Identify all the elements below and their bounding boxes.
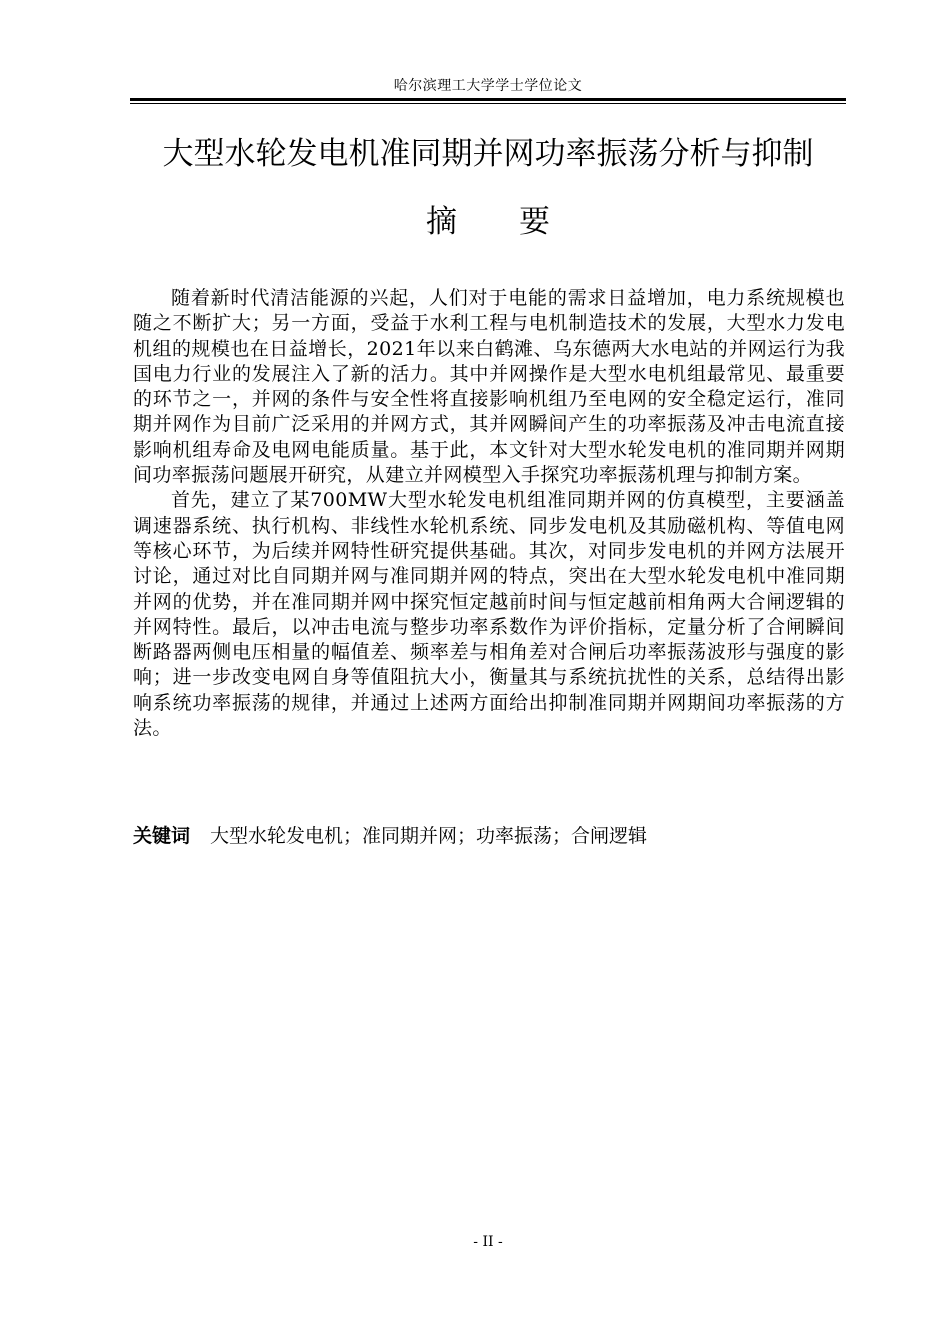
abstract-body	[133, 286, 845, 741]
abstract-heading	[130, 200, 846, 244]
abstract-heading-char-2: 要	[519, 204, 550, 240]
header-rule-thin	[130, 103, 846, 104]
header-rule-thick	[130, 98, 846, 101]
abstract-paragraph-2: 首先，建立了某700MW大型水轮发电机组准同期并网的仿真模型，主要涵盖调速器系统、执行机构、非线性水轮机系统、同步发电机及其励磁机构、等值电网等核心环节，为后续并网特性研究提供基础。其次，对同步发电机的并网方法展开讨论，通过对比自同期并网与准同期并网的特点，突出在大型水轮发电机中准同期并网的优势，并在准同期并网中探究恒定越前时间与恒定越前相角两大合闸逻辑的并网特性。最后，以冲击电流与整步功率系数作为评价指标，定量分析了合闸瞬间断路器两侧电压相量的幅值差、频率差与相角差对合闸后功率振荡波形与强度的影响；进一步改变电网自身等值阻抗大小，衡量其与系统抗扰性的关系，总结得出影响系统功率振荡的规律，并通过上述两方面给出抑制准同期并网期间功率振荡的方法。	[133, 489, 845, 740]
thesis-title: 大型水轮发电机准同期并网功率振荡分析与抑制	[162, 136, 814, 172]
keywords-text: 大型水轮发电机；准同期并网；功率振荡；合闸逻辑	[210, 825, 648, 847]
running-header: 哈尔滨理工大学学士学位论文	[393, 78, 583, 94]
keywords-line	[133, 823, 845, 849]
abstract-heading-char-1: 摘	[426, 204, 457, 240]
keywords-label: 关键词	[133, 825, 191, 847]
page-number: - II -	[473, 1234, 503, 1250]
abstract-paragraph-1: 随着新时代清洁能源的兴起，人们对于电能的需求日益增加，电力系统规模也随之不断扩大；另一方面，受益于水利工程与电机制造技术的发展，大型水力发电机组的规模也在日益增长，2021年以来白鹤滩、乌东德两大水电站的并网运行为我国电力行业的发展注入了新的活力。其中并网操作是大型水电机组最常见、最重要的环节之一，并网的条件与安全性将直接影响机组乃至电网的安全稳定运行，准同期并网作为目前广泛采用的并网方式，其并网瞬间产生的功率振荡及冲击电流直接影响机组寿命及电网电能质量。基于此，本文针对大型水轮发电机的准同期并网期间功率振荡问题展开研究，从建立并网模型入手探究功率振荡机理与抑制方案。	[133, 287, 845, 487]
